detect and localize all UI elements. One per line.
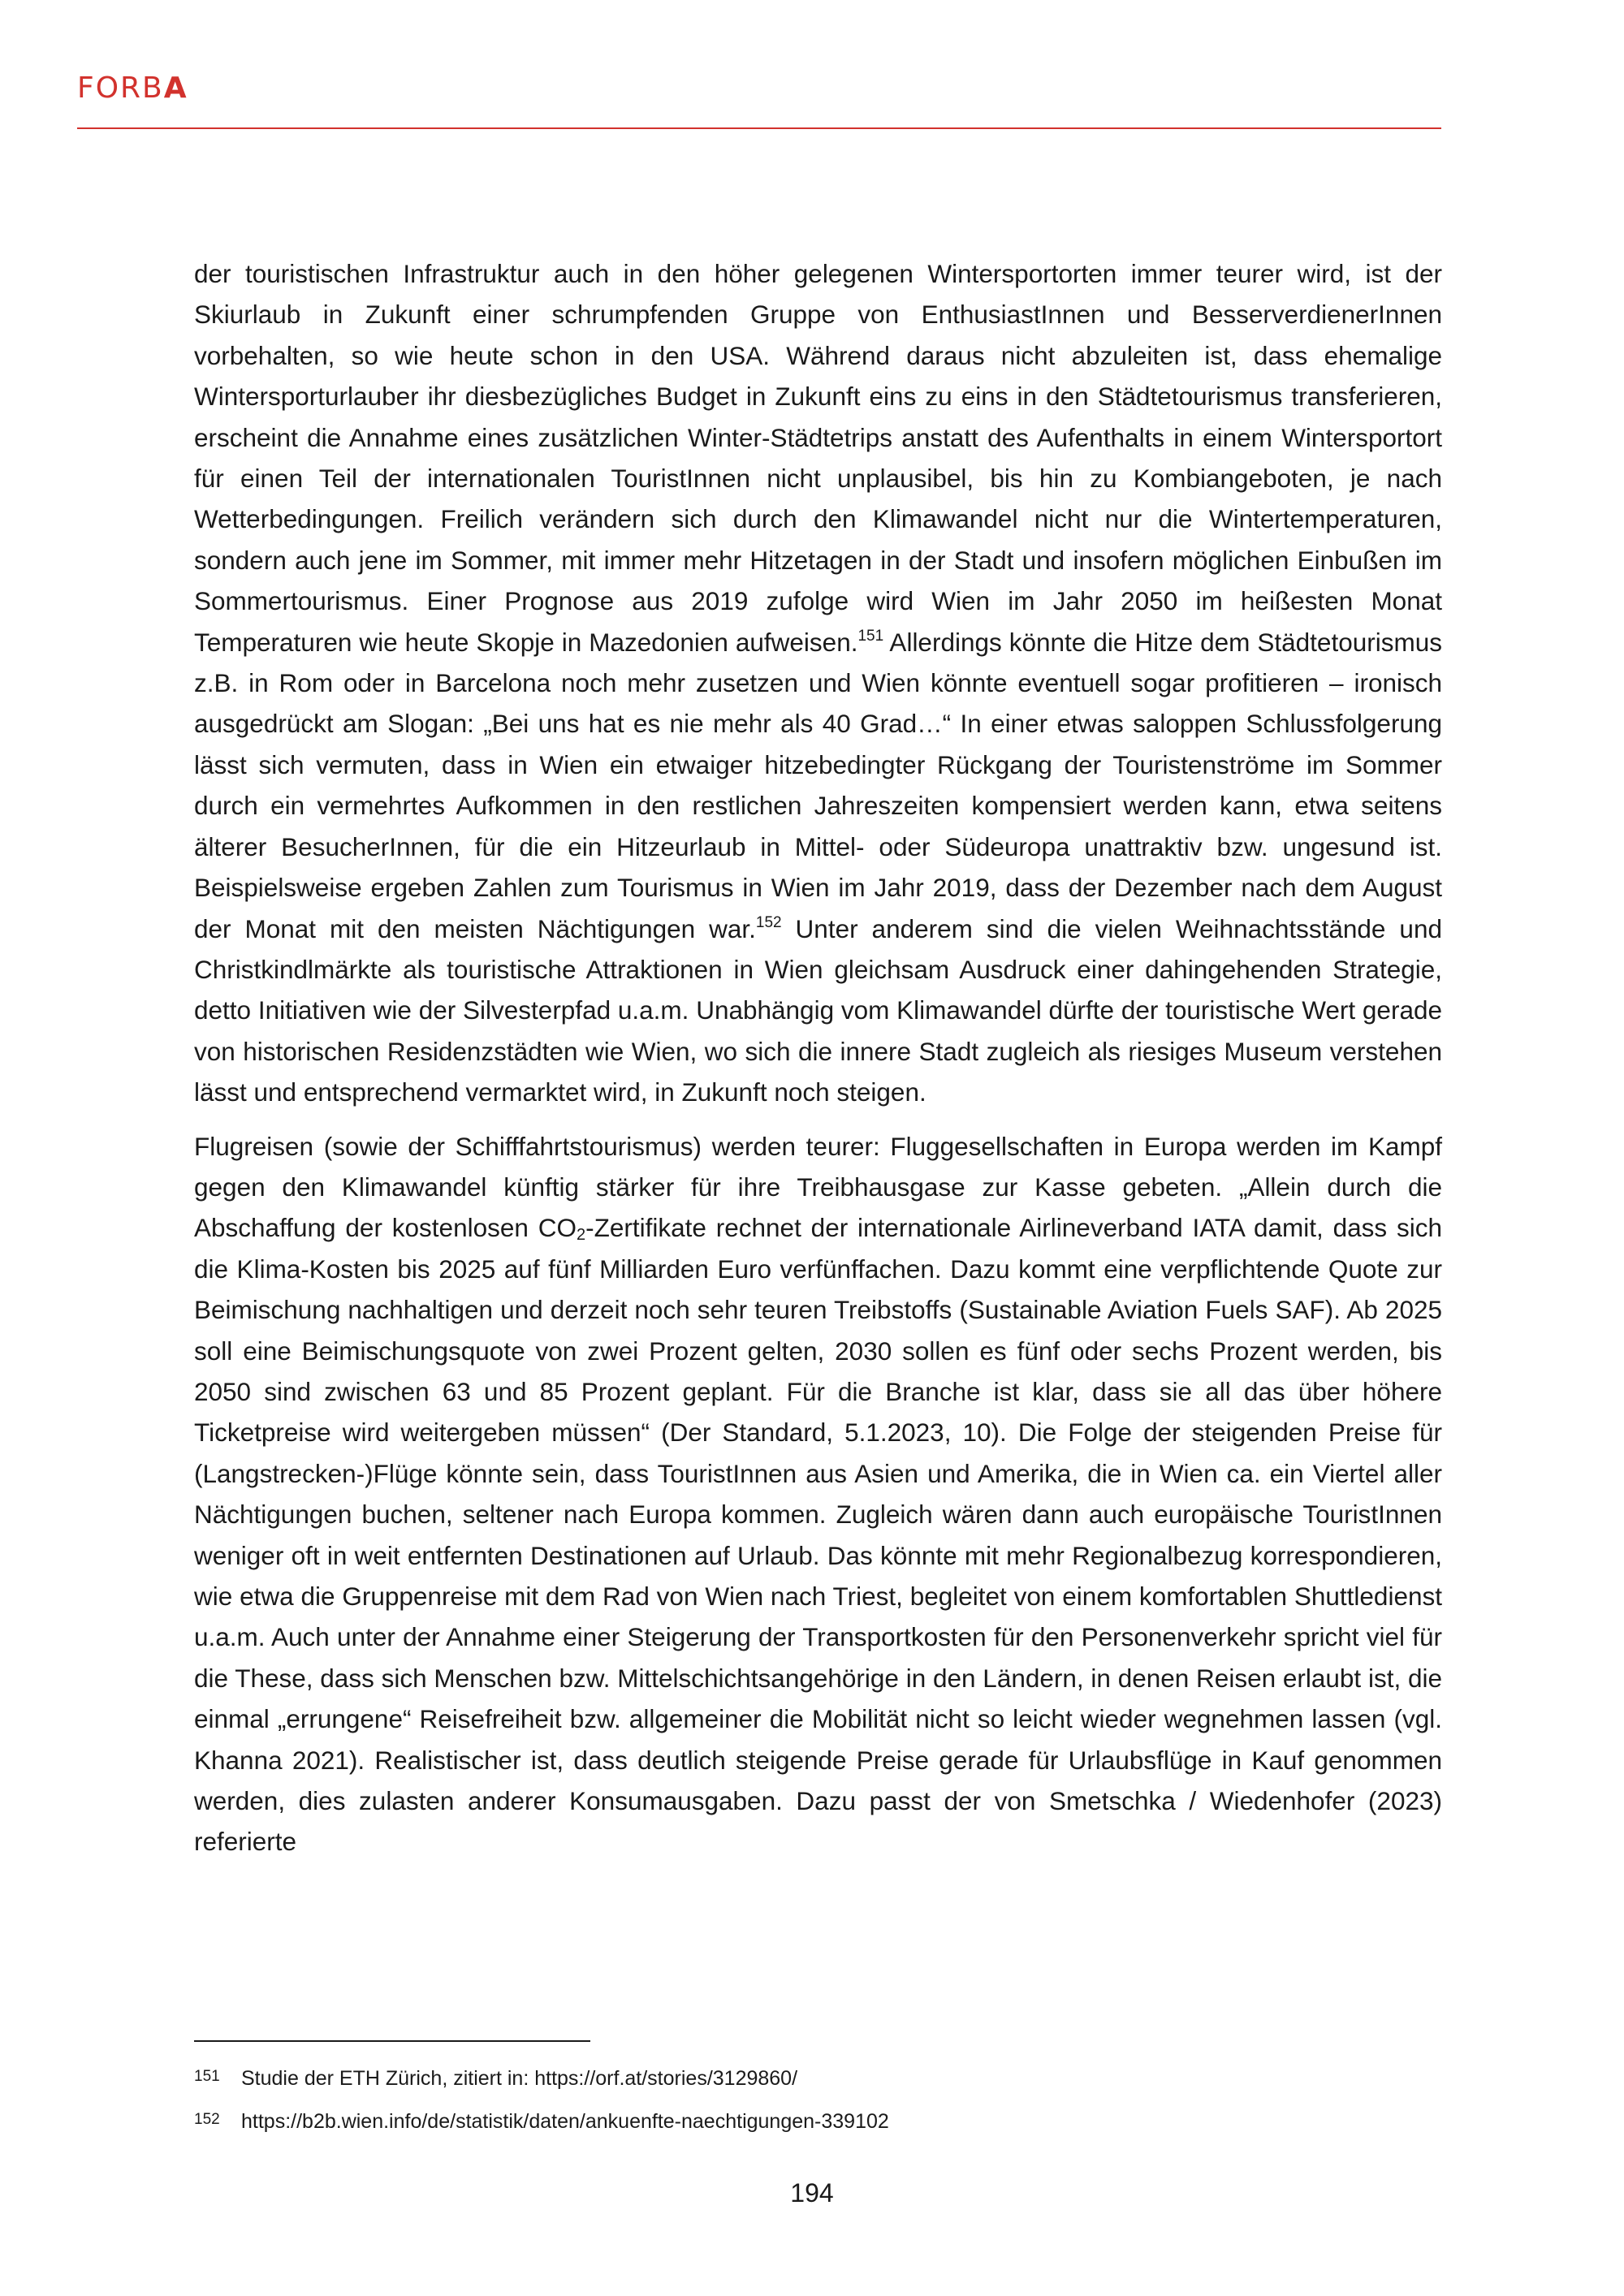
footnote-ref-151[interactable]: 151 bbox=[857, 628, 884, 645]
page-number: 194 bbox=[790, 2178, 834, 2208]
footnote-text[interactable]: https://b2b.wien.info/de/statistik/daten/ankuenfte-naechtigungen-339102 bbox=[241, 2110, 889, 2133]
footnote-number: 152 bbox=[194, 2111, 220, 2128]
main-text bbox=[194, 253, 1442, 1862]
forba-logo bbox=[77, 71, 188, 105]
logo-text: FORB bbox=[77, 71, 164, 105]
logo-accent-letter: A bbox=[163, 71, 188, 105]
paragraph-1 bbox=[194, 253, 1442, 1113]
paragraph-1-part-1: der touristischen Infrastruktur auch in den höher gelegenen Wintersportorten immer teurer wird, ist der Skiurlaub in Zukunft einer schrumpfenden Gruppe von EnthusiastInnen und BesserverdienerInnen vorbehalten, so wie heute schon in den USA. Während daraus nicht abzuleiten ist, dass ehemalige Wintersporturlauber ihr diesbezügliches Budget in Zukunft eins zu eins in den Städtetourismus transferieren, erscheint die Annahme eines zusätzlichen Winter-Städtetrips anstatt des Aufenthalts in einem Wintersportort für einen Teil der internationalen TouristInnen nicht unplausibel, bis hin zu Kombiangeboten, je nach Wetterbedingungen. Freilich verändern sich durch den Klimawandel nicht nur die Wintertemperaturen, sondern auch jene im Sommer, mit immer mehr Hitzetagen in der Stadt und insofern möglichen Einbußen im Sommertourismus. Einer Prognose aus 2019 zufolge wird Wien im Jahr 2050 im heißesten Monat Temperaturen wie heute Skopje in Mazedonien aufweisen. bbox=[194, 259, 1442, 657]
footnotes bbox=[194, 2066, 1442, 2152]
paragraph-2 bbox=[194, 1126, 1442, 1862]
footnote-152 bbox=[194, 2109, 1442, 2136]
paragraph-2-part-1: Flugreisen (sowie der Schifffahrtstourismus) werden teurer: Fluggesellschaften in Europa werden im Kampf gegen den Klimawandel künftig stärker für ihre Treibhausgase zur Kasse gebeten. „Allein durch die Abschaffung der kostenlosen CO bbox=[194, 1131, 1442, 1243]
footnote-ref-152[interactable]: 152 bbox=[755, 914, 782, 931]
header-divider bbox=[77, 127, 1441, 129]
footnote-text[interactable]: Studie der ETH Zürich, zitiert in: https://orf.at/stories/3129860/ bbox=[241, 2067, 798, 2090]
footnote-151 bbox=[194, 2066, 1442, 2093]
footnote-number: 151 bbox=[194, 2068, 220, 2085]
paragraph-1-part-3: Unter anderem sind die vielen Weihnachtsstände und Christkindlmärkte als touristische Attraktionen in Wien gleichsam Ausdruck einer dahingehenden Strategie, detto Initiativen wie der Silvesterpfad u.a.m. Unabhängig vom Klimawandel dürfte der touristische Wert gerade von historischen Residenzstädten wie Wien, wo sich die innere Stadt zugleich als riesiges Museum verstehen lässt und entsprechend vermarktet wird, in Zukunft noch steigen. bbox=[194, 913, 1442, 1107]
co2-subscript: 2 bbox=[577, 1226, 586, 1245]
paragraph-2-part-2: -Zertifikate rechnet der internationale Airlineverband IATA damit, dass sich die Klima-Kosten bis 2025 auf fünf Milliarden Euro verfünffachen. Dazu kommt eine verpflichtende Quote zur Beimischung nachhaltigen und derzeit noch sehr teuren Treibstoffs (Sustainable Aviation Fuels SAF). Ab 2025 soll eine Beimischungsquote von zwei Prozent gelten, 2030 sollen es fünf oder sechs Prozent werden, bis 2050 sind zwischen 63 und 85 Prozent geplant. Für die Branche ist klar, dass sie all das über höhere Ticketpreise wird weitergeben müssen“ (Der Standard, 5.1.2023, 10). Die Folge der steigenden Preise für (Langstrecken-)Flüge könnte sein, dass TouristInnen aus Asien und Amerika, die in Wien ca. ein Viertel aller Nächtigungen buchen, seltener nach Europa kommen. Zugleich wären dann auch europäische TouristInnen weniger oft in weit entfernten Destinationen auf Urlaub. Das könnte mit mehr Regionalbezug korrespondieren, wie etwa die Gruppenreise mit dem Rad von Wien nach Triest, begleitet von einem komfortablen Shuttledienst u.a.m. Auch unter der Annahme einer Steigerung der Transportkosten für den Personenverkehr spricht viel für die These, dass sich Menschen bzw. Mittelschichtsangehörige in den Ländern, in denen Reisen erlaubt ist, die einmal „errungene“ Reisefreiheit bzw. allgemeiner die Mobilität nicht so leicht wieder wegnehmen lassen (vgl. Khanna 2021). Realistischer ist, dass deutlich steigende Preise gerade für Urlaubsflüge in Kauf genommen werden, dies zulasten anderer Konsumausgaben. Dazu passt der von Smetschka / Wiedenhofer (2023) referierte bbox=[194, 1213, 1442, 1857]
paragraph-1-part-2: Allerdings könnte die Hitze dem Städtetourismus z.B. in Rom oder in Barcelona noch mehr zusetzen und Wien könnte eventuell sogar profitieren – ironisch ausgedrückt am Slogan: „Bei uns hat es nie mehr als 40 Grad…“ In einer etwas saloppen Schlussfolgerung lässt sich vermuten, dass in Wien ein etwaiger hitzebedingter Rückgang der Touristenströme im Sommer durch ein vermehrtes Aufkommen in den restlichen Jahreszeiten kompensiert werden kann, etwa seitens älterer BesucherInnen, für die ein Hitzeurlaub in Mittel- oder Südeuropa unattraktiv bzw. ungesund ist. Beispielsweise ergeben Zahlen zum Tourismus in Wien im Jahr 2019, dass der Dezember nach dem August der Monat mit den meisten Nächtigungen war. bbox=[194, 627, 1442, 943]
footnote-divider bbox=[194, 2040, 590, 2042]
